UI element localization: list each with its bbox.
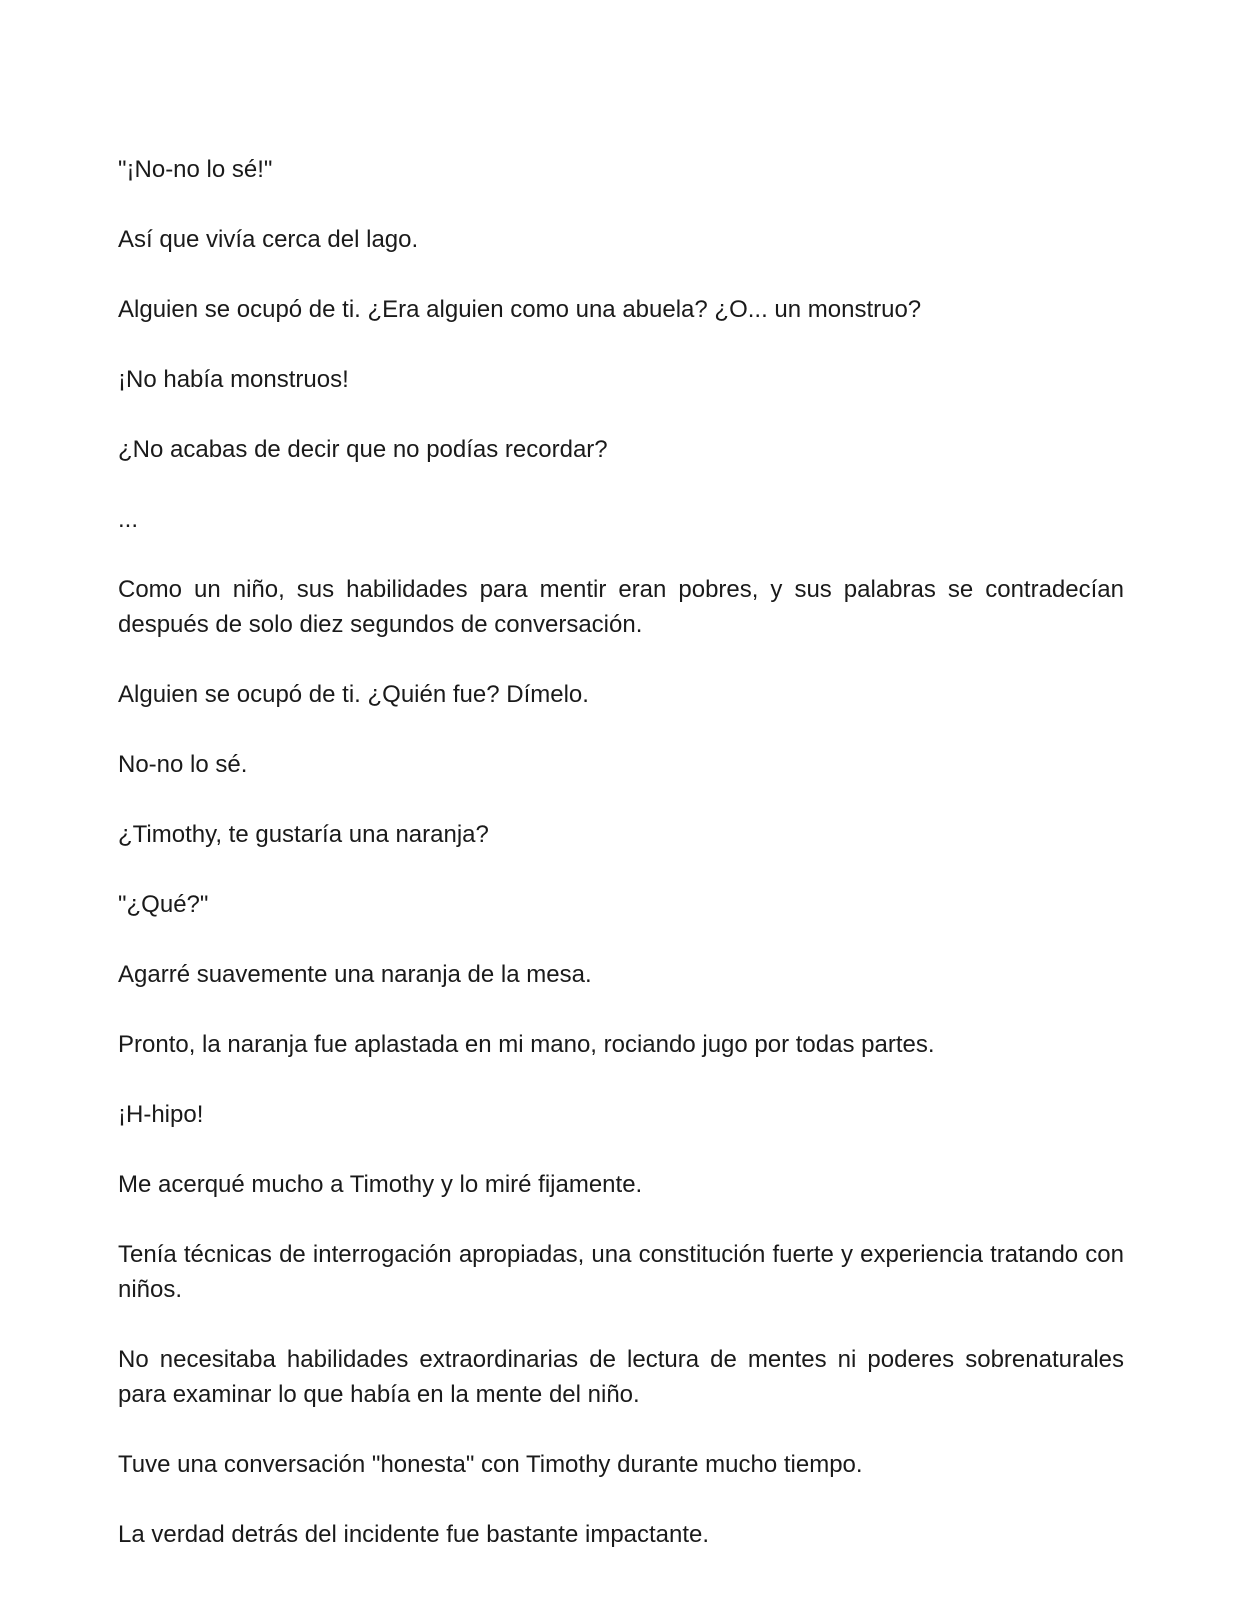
paragraph: ¡H-hipo! — [118, 1101, 204, 1128]
paragraph: Así que vivía cerca del lago. — [118, 226, 419, 253]
paragraph: No necesitaba habilidades extraordinarias de lectura de mentes ni poderes sobrenaturales para examinar lo que había en la mente del niño. — [118, 1346, 1124, 1408]
paragraph: ... — [118, 506, 139, 533]
paragraph: "¡No-no lo sé!" — [118, 156, 273, 183]
paragraph: La verdad detrás del incidente fue bastante impactante. — [118, 1521, 710, 1548]
paragraph: Alguien se ocupó de ti. ¿Era alguien como una abuela? ¿O... un monstruo? — [118, 296, 922, 323]
paragraph: No-no lo sé. — [118, 751, 248, 778]
paragraph: Como un niño, sus habilidades para mentir eran pobres, y sus palabras se contradecían después de solo diez segundos de conversación. — [118, 576, 1124, 638]
paragraph: Me acerqué mucho a Timothy y lo miré fijamente. — [118, 1171, 643, 1198]
paragraph: Tuve una conversación "honesta" con Timothy durante mucho tiempo. — [118, 1451, 863, 1478]
paragraph: Tenía técnicas de interrogación apropiadas, una constitución fuerte y experiencia tratando con niños. — [118, 1241, 1124, 1303]
paragraph: ¿Timothy, te gustaría una naranja? — [118, 821, 489, 848]
paragraph: Agarré suavemente una naranja de la mesa. — [118, 961, 592, 988]
paragraph: "¿Qué?" — [118, 891, 209, 918]
paragraph: ¡No había monstruos! — [118, 366, 349, 393]
paragraph: Pronto, la naranja fue aplastada en mi mano, rociando jugo por todas partes. — [118, 1031, 935, 1058]
paragraph: ¿No acabas de decir que no podías recordar? — [118, 436, 608, 463]
document-body — [118, 152, 1124, 1587]
paragraph: Alguien se ocupó de ti. ¿Quién fue? Dímelo. — [118, 681, 589, 708]
